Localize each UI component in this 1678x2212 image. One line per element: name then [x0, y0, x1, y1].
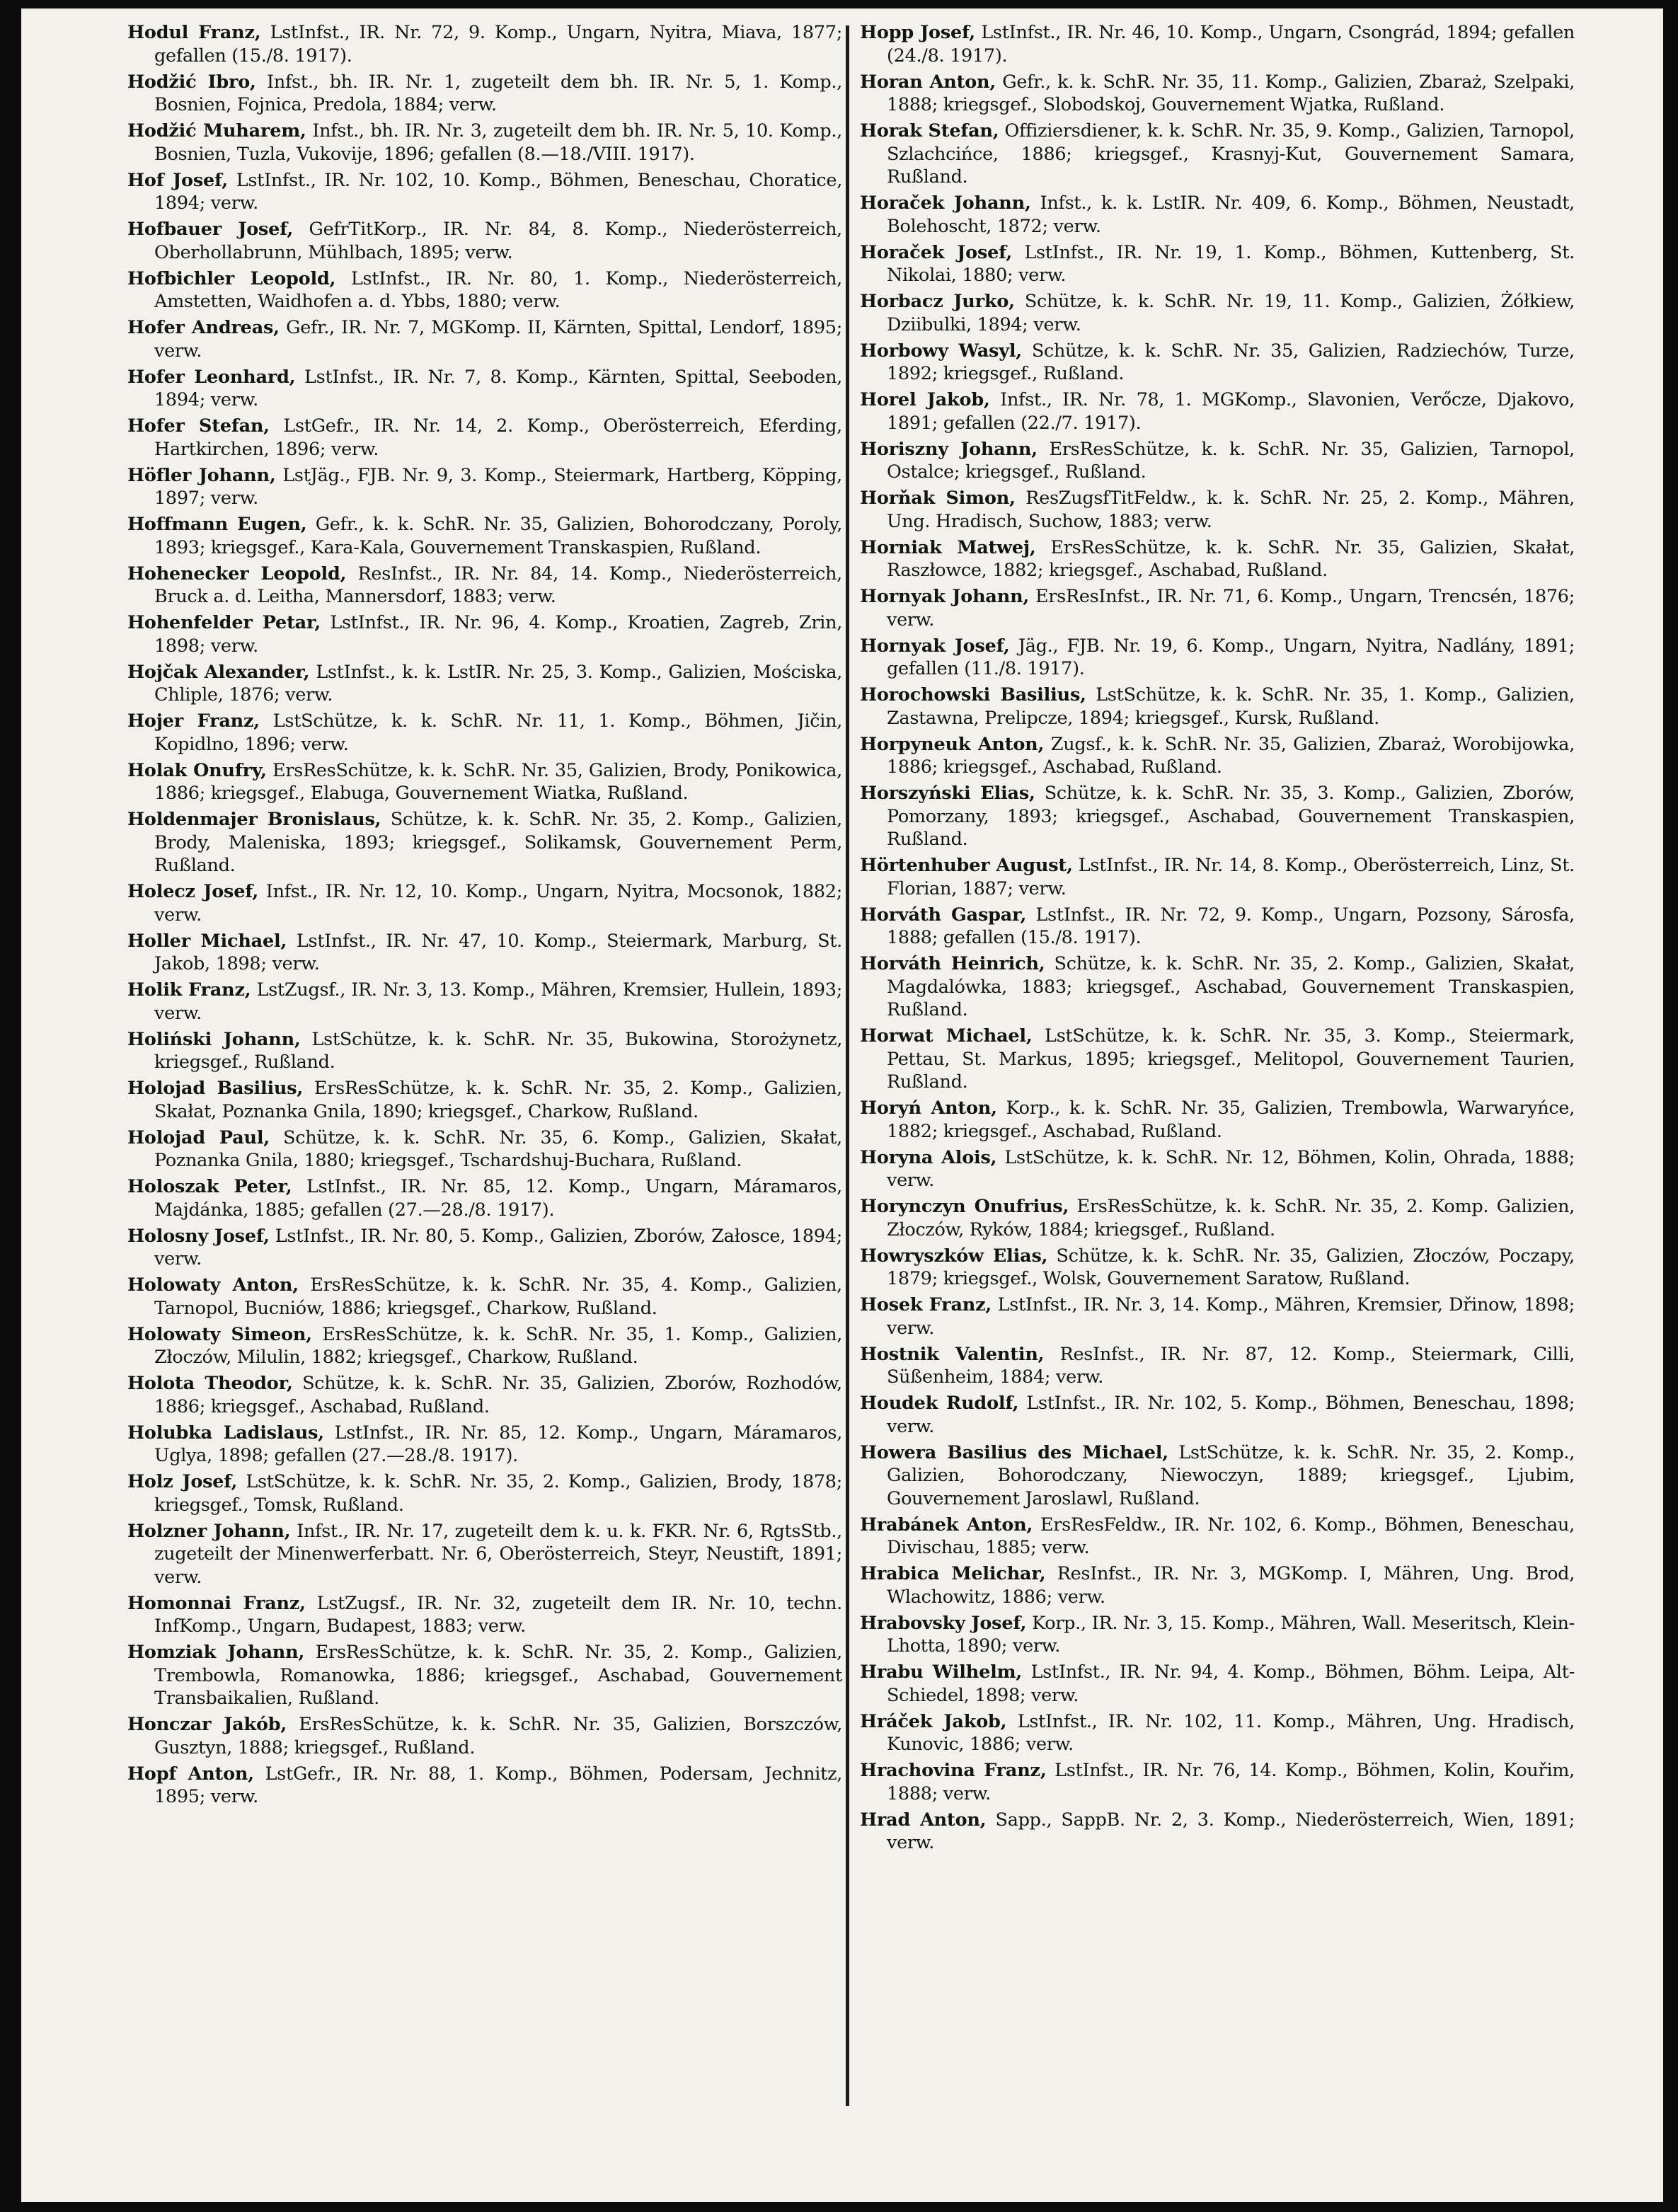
entry-name: Horbacz Jurko, — [860, 291, 1015, 312]
entry-name: Horváth Heinrich, — [860, 953, 1045, 974]
list-entry — [127, 1520, 842, 1589]
entry-name: Hohenfelder Petar, — [127, 612, 321, 633]
list-entry — [127, 218, 842, 264]
entry-details: LstSchütze, k. k. SchR. Nr. 35, Bukowina, Storożynetz, kriegsgef., Rußland. — [154, 1028, 843, 1073]
entry-name: Homonnai Franz, — [127, 1592, 306, 1614]
entry-name: Horpyneuk Anton, — [860, 733, 1045, 755]
entry-name: Holosny Josef, — [127, 1225, 270, 1247]
entry-details: Schütze, k. k. SchR. Nr. 35, 2. Komp., Galizien, Skałat, Magdalówka, 1883; kriegsgef., Aschabad, Gouvernement Transkaspien, Rußland. — [887, 953, 1575, 1020]
entry-details: ResInfst., IR. Nr. 84, 14. Komp., Niederösterreich, Bruck a. d. Leitha, Mannersdorf, 1883; verw. — [154, 563, 842, 607]
list-entry — [860, 388, 1575, 434]
entry-name: Holz Josef, — [127, 1471, 238, 1492]
list-entry — [860, 854, 1575, 900]
entry-name: Howera Basilius des Michael, — [860, 1441, 1168, 1463]
list-entry — [127, 1225, 842, 1271]
entry-details: LstInfst., IR. Nr. 14, 8. Komp., Oberösterreich, Linz, St. Florian, 1887; verw. — [887, 855, 1575, 899]
entry-name: Horyna Alois, — [860, 1146, 997, 1168]
list-entry — [860, 21, 1575, 67]
entry-name: Hopp Josef, — [860, 22, 975, 43]
list-entry — [127, 464, 842, 510]
entry-details: Gefr., IR. Nr. 7, MGKomp. II, Kärnten, Spittal, Lendorf, 1895; verw. — [154, 317, 842, 362]
entry-name: Horwat Michael, — [860, 1025, 1033, 1047]
list-entry — [127, 1028, 842, 1074]
list-entry — [127, 1470, 842, 1516]
list-entry — [860, 1025, 1575, 1094]
list-entry — [127, 513, 842, 559]
entry-details: Sapp., SappB. Nr. 2, 3. Komp., Niederösterreich, Wien, 1891; verw. — [887, 1809, 1575, 1853]
entry-details: ErsResSchütze, k. k. SchR. Nr. 35, 2. Komp., Galizien, Trembowla, Romanowka, 1886; kriegsgef., Aschabad, Gouvernement Transbaikalien, Rußland. — [154, 1642, 842, 1709]
entry-name: Horbowy Wasyl, — [860, 340, 1022, 362]
left-column — [127, 21, 842, 1811]
list-entry — [860, 952, 1575, 1022]
entry-details: Infst., bh. IR. Nr. 3, zugeteilt dem bh. IR. Nr. 5, 10. Komp., Bosnien, Tuzla, Vukovije, 1896; gefallen (8.—18./VIII. 1917). — [154, 120, 842, 165]
list-entry — [127, 661, 842, 707]
list-entry — [860, 241, 1575, 287]
list-entry — [127, 1713, 842, 1759]
entry-name: Hornyak Josef, — [860, 635, 1010, 657]
entry-name: Horyń Anton, — [860, 1098, 997, 1119]
entry-name: Holik Franz, — [127, 979, 251, 1001]
entry-details: Schütze, k. k. SchR. Nr. 35, 6. Komp., Galizien, Skałat, Poznanka Gnila, 1880; kriegsgef., Tschardshuj-Buchara, Rußland. — [154, 1127, 842, 1171]
list-entry — [127, 930, 842, 976]
entry-details: Infst., IR. Nr. 78, 1. MGKomp., Slavonien, Verőcze, Djakovo, 1891; gefallen (22./7. 1917). — [887, 389, 1575, 434]
list-entry — [860, 290, 1575, 336]
entry-name: Hof Josef, — [127, 169, 228, 191]
entry-details: LstInfst., IR. Nr. 72, 9. Komp., Ungarn, Pozsony, Sárosfa, 1888; gefallen (15./8. 1917). — [887, 904, 1575, 948]
entry-name: Horňak Simon, — [860, 488, 1016, 509]
column-divider — [846, 25, 849, 2106]
list-entry — [127, 1763, 842, 1809]
list-entry — [127, 316, 842, 362]
entry-name: Hörtenhuber August, — [860, 855, 1073, 876]
list-entry — [860, 1710, 1575, 1756]
entry-name: Hosek Franz, — [860, 1294, 992, 1315]
entry-name: Hrabánek Anton, — [860, 1514, 1033, 1536]
list-entry — [127, 1641, 842, 1710]
entry-details: LstInfst., IR. Nr. 7, 8. Komp., Kärnten, Spittal, Seeboden, 1894; verw. — [154, 366, 842, 410]
entry-name: Hohenecker Leopold, — [127, 563, 347, 584]
entry-name: Hoffmann Eugen, — [127, 514, 307, 535]
list-entry — [860, 1097, 1575, 1143]
entry-name: Horel Jakob, — [860, 389, 990, 410]
entry-name: Horak Stefan, — [860, 120, 999, 142]
entry-details: ErsResSchütze, k. k. SchR. Nr. 35, Galizien, Tarnopol, Ostalce; kriegsgef., Rußland. — [887, 438, 1575, 483]
entry-name: Horochowski Basilius, — [860, 684, 1086, 705]
entry-details: Zugsf., k. k. SchR. Nr. 35, Galizien, Zbaraż, Worobijowka, 1886; kriegsgef., Aschabad, Rußland. — [887, 733, 1575, 778]
entry-name: Houdek Rudolf, — [860, 1393, 1019, 1414]
entry-details: ErsResSchütze, k. k. SchR. Nr. 35, Galizien, Brody, Ponikowica, 1886; kriegsgef., Elabuga, Gouvernement Wiatka, Rußland. — [154, 759, 842, 804]
entry-name: Hofer Stefan, — [127, 415, 270, 437]
list-entry — [127, 120, 842, 166]
list-entry — [127, 267, 842, 313]
entry-details: Gefr., k. k. SchR. Nr. 35, 11. Komp., Galizien, Zbaraż, Szelpaki, 1888; kriegsgef., Slobodskoj, Gouvernement Wjatka, Rußland. — [887, 71, 1575, 115]
entry-details: Jäg., FJB. Nr. 19, 6. Komp., Ungarn, Nyitra, Nadlány, 1891; gefallen (11./8. 1917). — [887, 635, 1575, 679]
entry-details: LstInfst., IR. Nr. 85, 12. Komp., Ungarn, Máramaros, Majdánka, 1885; gefallen (27.—28./8. 1917). — [154, 1176, 842, 1221]
entry-name: Hofer Andreas, — [127, 317, 280, 338]
entry-details: LstInfst., IR. Nr. 3, 14. Komp., Mähren, Kremsier, Dřinow, 1898; verw. — [887, 1294, 1575, 1339]
list-entry — [860, 904, 1575, 950]
list-entry — [127, 1175, 842, 1221]
list-entry — [860, 1195, 1575, 1241]
entry-details: Schütze, k. k. SchR. Nr. 35, 2. Komp., Galizien, Brody, Maleniska, 1893; kriegsgef., Solikamsk, Gouvernement Perm, Rußland. — [154, 809, 842, 876]
entry-details: LstInfst., IR. Nr. 76, 14. Komp., Böhmen, Kolin, Kouřim, 1888; verw. — [887, 1760, 1575, 1804]
entry-name: Holojad Basilius, — [127, 1078, 304, 1099]
entry-details: Infst., bh. IR. Nr. 1, zugeteilt dem bh. IR. Nr. 5, 1. Komp., Bosnien, Fojnica, Predola, 1884; verw. — [154, 71, 843, 115]
entry-details: Korp., IR. Nr. 3, 15. Komp., Mähren, Wall. Meseritsch, Klein-Lhotta, 1890; verw. — [887, 1612, 1575, 1657]
entry-details: LstInfst., IR. Nr. 102, 10. Komp., Böhmen, Beneschau, Choratice, 1894; verw. — [154, 169, 843, 214]
list-entry — [860, 1612, 1575, 1658]
entry-details: Offiziersdiener, k. k. SchR. Nr. 35, 9. Komp., Galizien, Tarnopol, Szlachcińce, 1886; kriegsgef., Krasnyj-Kut, Gouvernement Samara, Rußland. — [887, 120, 1575, 188]
entry-name: Horaček Johann, — [860, 192, 1031, 214]
entry-details: LstInfst., IR. Nr. 102, 5. Komp., Böhmen, Beneschau, 1898; verw. — [887, 1393, 1575, 1437]
entry-name: Hofbichler Leopold, — [127, 267, 336, 289]
entry-name: Homziak Johann, — [127, 1642, 305, 1663]
entry-name: Hrachovina Franz, — [860, 1760, 1047, 1781]
entry-details: ErsResSchütze, k. k. SchR. Nr. 35, 4. Komp., Galizien, Tarnopol, Bucniów, 1886; kriegsgef., Charkow, Rußland. — [154, 1274, 842, 1319]
list-entry — [860, 1759, 1575, 1805]
entry-name: Hopf Anton, — [127, 1763, 254, 1785]
entry-name: Holak Onufry, — [127, 759, 267, 781]
entry-name: Holubka Ladislaus, — [127, 1422, 324, 1444]
entry-details: Gefr., k. k. SchR. Nr. 35, Galizien, Bohorodczany, Poroly, 1893; kriegsgef., Kara-Kala, Gouvernement Transkaspien, Rußland. — [154, 514, 842, 558]
entry-details: ErsResInfst., IR. Nr. 71, 6. Komp., Ungarn, Trencsén, 1876; verw. — [887, 586, 1575, 630]
entry-name: Holota Theodor, — [127, 1373, 293, 1394]
list-entry — [860, 585, 1575, 631]
entry-details: LstInfst., IR. Nr. 80, 5. Komp., Galizien, Zborów, Załosce, 1894; verw. — [154, 1225, 842, 1269]
list-entry — [127, 415, 842, 461]
entry-details: Schütze, k. k. SchR. Nr. 35, Galizien, Radziechów, Turze, 1892; kriegsgef., Rußland. — [887, 340, 1575, 384]
list-entry — [127, 1372, 842, 1418]
list-entry — [860, 1392, 1575, 1438]
entry-name: Hojčak Alexander, — [127, 661, 310, 683]
list-entry — [127, 1323, 842, 1369]
entry-details: LstSchütze, k. k. SchR. Nr. 35, 2. Komp., Galizien, Bohorodczany, Niewoczyn, 1889; kriegsgef., Ljubim, Gouvernement Jaroslawl, Rußland. — [887, 1441, 1575, 1509]
entry-details: LstJäg., FJB. Nr. 9, 3. Komp., Steiermark, Hartberg, Köpping, 1897; verw. — [154, 464, 842, 509]
list-entry — [127, 611, 842, 657]
entry-details: LstSchütze, k. k. SchR. Nr. 35, 2. Komp., Galizien, Brody, 1878; kriegsgef., Tomsk, Rußland. — [154, 1471, 843, 1516]
list-entry — [860, 192, 1575, 238]
entry-details: Schütze, k. k. SchR. Nr. 19, 11. Komp., Galizien, Żółkiew, Dziibulki, 1894; verw. — [887, 291, 1575, 335]
list-entry — [860, 1661, 1575, 1707]
list-entry — [127, 169, 842, 215]
list-entry — [127, 880, 842, 926]
entry-name: Hodul Franz, — [127, 22, 261, 43]
entry-details: ErsResFeldw., IR. Nr. 102, 6. Komp., Böhmen, Beneschau, Divischau, 1885; verw. — [887, 1514, 1575, 1558]
entry-name: Hojer Franz, — [127, 710, 260, 732]
list-entry — [127, 21, 842, 67]
list-entry — [860, 1343, 1575, 1389]
list-entry — [860, 1146, 1575, 1192]
list-entry — [860, 1245, 1575, 1291]
entry-details: LstSchütze, k. k. SchR. Nr. 11, 1. Komp., Böhmen, Jičin, Kopidlno, 1896; verw. — [154, 710, 843, 755]
list-entry — [860, 1294, 1575, 1340]
entry-name: Hrabica Melichar, — [860, 1563, 1046, 1584]
list-entry — [127, 366, 842, 412]
list-entry — [860, 684, 1575, 730]
list-entry — [860, 438, 1575, 484]
entry-name: Hrabu Wilhelm, — [860, 1661, 1023, 1683]
entry-name: Hofbauer Josef, — [127, 219, 294, 240]
list-entry — [860, 635, 1575, 681]
entry-details: LstInfst., IR. Nr. 94, 4. Komp., Böhmen, Böhm. Leipa, Alt-Schiedel, 1898; verw. — [887, 1661, 1575, 1706]
entry-details: ErsResSchütze, k. k. SchR. Nr. 35, 2. Komp. Galizien, Złoczów, Ryków, 1884; kriegsgef., Rußland. — [887, 1196, 1575, 1240]
right-column — [860, 21, 1575, 1857]
entry-details: LstInfst., IR. Nr. 80, 1. Komp., Niederösterreich, Amstetten, Waidhofen a. d. Ybbs, 1880; verw. — [154, 267, 842, 312]
entry-details: ErsResSchütze, k. k. SchR. Nr. 35, 2. Komp., Galizien, Skałat, Poznanka Gnila, 1890; kriegsgef., Charkow, Rußland. — [154, 1078, 842, 1122]
list-entry — [127, 1127, 842, 1173]
list-entry — [860, 1441, 1575, 1511]
list-entry — [860, 120, 1575, 189]
entry-name: Holoszak Peter, — [127, 1176, 292, 1197]
entry-name: Horaček Josef, — [860, 241, 1013, 263]
entry-details: Schütze, k. k. SchR. Nr. 35, 3. Komp., Galizien, Zborów, Pomorzany, 1893; kriegsgef., Aschabad, Gouvernement Transkaspien, Rußland. — [887, 783, 1575, 850]
entry-name: Hostnik Valentin, — [860, 1343, 1045, 1365]
entry-details: GefrTitKorp., IR. Nr. 84, 8. Komp., Niederösterreich, Oberhollabrunn, Mühlbach, 1895; verw. — [154, 219, 842, 263]
entry-details: LstInfst., IR. Nr. 85, 12. Komp., Ungarn, Máramaros, Uglya, 1898; gefallen (27.—28./8. 1917). — [154, 1422, 842, 1466]
entry-name: Holzner Johann, — [127, 1520, 291, 1542]
entry-name: Hodžić Muharem, — [127, 120, 306, 142]
list-entry — [860, 340, 1575, 386]
entry-name: Horan Anton, — [860, 71, 996, 93]
entry-details: Infst., IR. Nr. 12, 10. Komp., Ungarn, Nyitra, Mocsonok, 1882; verw. — [154, 881, 842, 926]
list-entry — [127, 1274, 842, 1320]
entry-details: ErsResSchütze, k. k. SchR. Nr. 35, 1. Komp., Galizien, Złoczów, Milulin, 1882; kriegsgef., Charkow, Rußland. — [154, 1323, 842, 1368]
list-entry — [860, 487, 1575, 533]
entry-name: Hráček Jakob, — [860, 1710, 1007, 1732]
entry-details: LstInfst., IR. Nr. 96, 4. Komp., Kroatien, Zagreb, Zrin, 1898; verw. — [154, 612, 842, 657]
entry-name: Horynczyn Onufrius, — [860, 1196, 1069, 1217]
entry-details: ErsResSchütze, k. k. SchR. Nr. 35, Galizien, Borszczów, Gusztyn, 1888; kriegsgef., Rußland. — [154, 1714, 842, 1758]
list-entry — [127, 71, 842, 117]
entry-name: Hornyak Johann, — [860, 586, 1030, 607]
entry-details: LstSchütze, k. k. SchR. Nr. 35, 3. Komp., Steiermark, Pettau, St. Markus, 1895; kriegsgef., Melitopol, Gouvernement Taurien, Rußland. — [887, 1025, 1575, 1093]
list-entry — [127, 979, 842, 1025]
list-entry — [860, 733, 1575, 779]
entry-name: Höfler Johann, — [127, 464, 276, 486]
entry-details: Infst., k. k. LstIR. Nr. 409, 6. Komp., Böhmen, Neustadt, Bolehoscht, 1872; verw. — [887, 192, 1575, 237]
entry-details: ResZugsfTitFeldw., k. k. SchR. Nr. 25, 2. Komp., Mähren, Ung. Hradisch, Suchow, 1883; verw. — [887, 488, 1575, 532]
list-entry — [127, 808, 842, 877]
entry-details: LstInfst., IR. Nr. 19, 1. Komp., Böhmen, Kuttenberg, St. Nikolai, 1880; verw. — [887, 241, 1575, 286]
entry-details: LstZugsf., IR. Nr. 32, zugeteilt dem IR. Nr. 10, techn. InfKomp., Ungarn, Budapest, 1883; verw. — [154, 1592, 842, 1637]
entry-details: Korp., k. k. SchR. Nr. 35, Galizien, Trembowla, Warwaryńce, 1882; kriegsgef., Aschabad, Rußland. — [887, 1098, 1575, 1142]
entry-name: Howryszków Elias, — [860, 1245, 1048, 1267]
list-entry — [127, 1077, 842, 1123]
entry-details: ResInfst., IR. Nr. 3, MGKomp. I, Mähren, Ung. Brod, Wlachowitz, 1886; verw. — [887, 1563, 1575, 1608]
list-entry — [127, 1592, 842, 1638]
list-entry — [860, 782, 1575, 851]
entry-name: Holowaty Simeon, — [127, 1323, 312, 1345]
list-entry — [127, 710, 842, 756]
entry-name: Horiszny Johann, — [860, 438, 1038, 460]
entry-name: Hrabovsky Josef, — [860, 1612, 1027, 1634]
entry-name: Honczar Jakób, — [127, 1714, 287, 1735]
list-entry — [127, 759, 842, 805]
entry-name: Hodžić Ibro, — [127, 71, 256, 93]
entry-name: Holiński Johann, — [127, 1028, 301, 1050]
entry-details: LstInfst., IR. Nr. 72, 9. Komp., Ungarn, Nyitra, Miava, 1877; gefallen (15./8. 1917). — [154, 22, 842, 67]
scanned-page — [21, 8, 1663, 2202]
list-entry — [860, 1809, 1575, 1855]
entry-details: LstGefr., IR. Nr. 88, 1. Komp., Böhmen, Podersam, Jechnitz, 1895; verw. — [154, 1763, 843, 1807]
entry-name: Horniak Matwej, — [860, 536, 1036, 558]
list-entry — [860, 536, 1575, 582]
entry-name: Hofer Leonhard, — [127, 366, 296, 388]
entry-details: Schütze, k. k. SchR. Nr. 35, Galizien, Zborów, Rozhodów, 1886; kriegsgef., Aschabad, Rußland. — [154, 1373, 842, 1417]
entry-details: Schütze, k. k. SchR. Nr. 35, Galizien, Złoczów, Poczapy, 1879; kriegsgef., Wolsk, Gouvernement Saratow, Rußland. — [887, 1245, 1575, 1289]
list-entry — [860, 1514, 1575, 1560]
entry-details: ErsResSchütze, k. k. SchR. Nr. 35, Galizien, Skałat, Raszłowce, 1882; kriegsgef., Aschabad, Rußland. — [887, 536, 1575, 581]
entry-details: LstInfst., k. k. LstIR. Nr. 25, 3. Komp., Galizien, Mościska, Chliple, 1876; verw. — [154, 661, 843, 705]
entry-name: Hrad Anton, — [860, 1809, 987, 1831]
list-entry — [127, 563, 842, 609]
entry-name: Holler Michael, — [127, 930, 287, 952]
entry-details: Infst., IR. Nr. 17, zugeteilt dem k. u. k. FKR. Nr. 6, RgtsStb., zugeteilt der Minenwerferbatt. Nr. 6, Oberösterreich, Steyr, Neustift, 1891; verw. — [154, 1520, 842, 1588]
entry-details: LstInfst., IR. Nr. 102, 11. Komp., Mähren, Ung. Hradisch, Kunovic, 1886; verw. — [887, 1710, 1575, 1755]
entry-details: LstSchütze, k. k. SchR. Nr. 35, 1. Komp., Galizien, Zastawna, Prelipcze, 1894; kriegsgef., Kursk, Rußland. — [887, 684, 1575, 729]
entry-details: LstSchütze, k. k. SchR. Nr. 12, Böhmen, Kolin, Ohrada, 1888; verw. — [887, 1146, 1575, 1191]
list-entry — [127, 1422, 842, 1468]
entry-name: Holowaty Anton, — [127, 1274, 299, 1296]
entry-details: LstInfst., IR. Nr. 46, 10. Komp., Ungarn, Csongrád, 1894; gefallen (24./8. 1917). — [887, 22, 1575, 67]
entry-name: Holecz Josef, — [127, 881, 259, 902]
list-entry — [860, 71, 1575, 117]
entry-details: ResInfst., IR. Nr. 87, 12. Komp., Steiermark, Cilli, Süßenheim, 1884; verw. — [887, 1343, 1575, 1388]
entry-name: Horszyński Elias, — [860, 783, 1035, 804]
list-entry — [860, 1562, 1575, 1608]
entry-details: LstGefr., IR. Nr. 14, 2. Komp., Oberösterreich, Eferding, Hartkirchen, 1896; verw. — [154, 415, 842, 460]
entry-name: Horváth Gaspar, — [860, 904, 1027, 926]
entry-name: Holojad Paul, — [127, 1127, 270, 1148]
entry-details: LstZugsf., IR. Nr. 3, 13. Komp., Mähren, Kremsier, Hullein, 1893; verw. — [154, 979, 842, 1024]
entry-details: LstInfst., IR. Nr. 47, 10. Komp., Steiermark, Marburg, St. Jakob, 1898; verw. — [154, 930, 842, 974]
entry-name: Holdenmajer Bronislaus, — [127, 809, 381, 830]
